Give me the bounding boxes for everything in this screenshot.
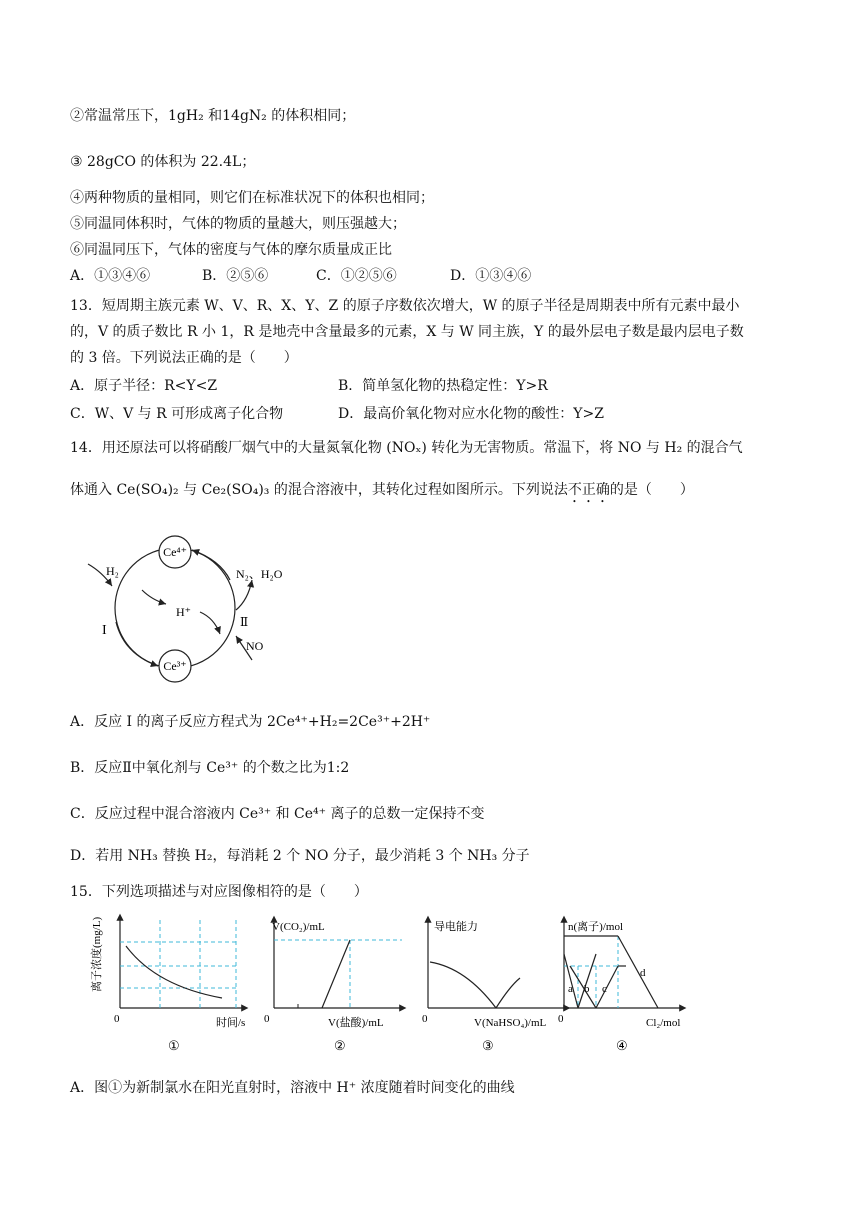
graph-3 <box>416 906 576 1056</box>
g3-curve-up <box>496 978 520 1008</box>
arrow-to-ce4 <box>192 550 230 580</box>
g2-origin: 0 <box>264 1013 270 1025</box>
statement-6: ⑥同温同压下，气体的密度与气体的摩尔质量成正比 <box>70 242 392 258</box>
q14-emphasis-not-correct: 不正确 <box>567 482 610 498</box>
g3-caption: ③ <box>482 1038 494 1053</box>
graph-2 <box>262 906 412 1056</box>
ce3-label: Ce³⁺ <box>163 659 187 673</box>
q13-option-d[interactable]: D．最高价氧化物对应水化物的酸性：Y>Z <box>338 406 604 422</box>
q12-option-c[interactable]: C．①②⑤⑥ <box>316 268 397 284</box>
g2-y-label: V(CO₂)/mL <box>272 921 325 933</box>
q12-option-d[interactable]: D．①③④⑥ <box>450 268 532 284</box>
q15-option-a[interactable]: A．图①为新制氯水在阳光直射时，溶液中 H⁺ 浓度随着时间变化的曲线 <box>70 1080 515 1096</box>
g4-line-d <box>618 936 658 1008</box>
q14-option-d[interactable]: D．若用 NH₃ 替换 H₂，每消耗 2 个 NO 分子，最少消耗 3 个 NH₃ 分子 <box>70 848 530 864</box>
q15-stem: 15．下列选项描述与对应图像相符的是（ ） <box>70 884 368 900</box>
g1-caption: ① <box>168 1038 180 1053</box>
statement-2: ②常温常压下，1gH₂ 和14gN₂ 的体积相同； <box>70 108 356 124</box>
g4-origin: 0 <box>558 1013 564 1025</box>
statement-5: ⑤同温同体积时，气体的物质的量越大，则压强越大； <box>70 216 406 232</box>
g2-grid <box>274 940 402 1008</box>
arrow-to-ce3 <box>116 622 158 666</box>
statement-3: ③ 28gCO 的体积为 22.4L； <box>70 154 256 170</box>
g4-line-a <box>564 954 578 1008</box>
q14-stem-line1: 14．用还原法可以将硝酸厂烟气中的大量氮氧化物 (NOₓ) 转化为无害物质。常温下，将 NO 与 H₂ 的混合气 <box>70 440 743 456</box>
g2-line <box>322 940 350 1008</box>
g3-x-label: V(NaHSO₄)/mL <box>474 1017 547 1029</box>
g4-label-d: d <box>640 967 646 979</box>
products-label: N₂、H₂O <box>236 567 283 581</box>
g4-grid <box>564 936 618 1008</box>
q14-option-a[interactable]: A．反应 I 的离子反应方程式为 2Ce⁴⁺+H₂=2Ce³⁺+2H⁺ <box>70 714 431 730</box>
g3-origin: 0 <box>422 1013 428 1025</box>
q13-stem-line2: 的，V 的质子数比 R 小 1，R 是地壳中含量最多的元素，X 与 W 同主族，Y 的最外层电子数是最内层电子数 <box>70 324 744 340</box>
statement-4: ④两种物质的量相同，则它们在标准状况下的体积也相同； <box>70 190 434 206</box>
reaction-1-label: I <box>102 623 107 638</box>
q13-option-a[interactable]: A．原子半径：R<Y<Z <box>70 378 218 394</box>
q13-option-c[interactable]: C．W、V 与 R 可形成离子化合物 <box>70 406 284 422</box>
g1-x-label: 时间/s <box>216 1017 246 1029</box>
q14-option-b[interactable]: B．反应Ⅱ中氧化剂与 Ce³⁺ 的个数之比为1:2 <box>70 760 350 776</box>
q13-stem-line3: 的 3 倍。下列说法正确的是（ ） <box>70 350 298 366</box>
g3-curve-down <box>430 962 496 1008</box>
g4-x-label: Cl₂/mol <box>646 1017 681 1029</box>
g2-caption: ② <box>334 1038 346 1053</box>
g4-label-c: c <box>602 983 607 995</box>
g1-curve <box>126 946 222 998</box>
graph-1 <box>86 906 256 1056</box>
arrow-products-out <box>236 580 252 610</box>
g4-caption: ④ <box>616 1038 628 1053</box>
g4-line-c <box>596 966 618 1008</box>
graph-4 <box>554 906 694 1056</box>
ce-cycle-diagram <box>80 530 340 690</box>
q12-option-a[interactable]: A．①③④⑥ <box>70 268 151 284</box>
q14-stem-line2-pre: 体通入 Ce(SO₄)₂ 与 Ce₂(SO₄)₃ 的混合溶液中，其转化过程如图所示。下列说法 <box>70 482 568 498</box>
q13-option-b[interactable]: B．简单氢化物的热稳定性：Y>R <box>338 378 548 394</box>
g4-y-label: n(离子)/mol <box>568 921 623 933</box>
q14-stem-line2 <box>70 480 694 506</box>
no-label: NO <box>246 639 264 653</box>
g4-line-b-down <box>570 966 596 1008</box>
g4-label-b: b <box>584 983 590 995</box>
g3-y-label: 导电能力 <box>434 921 478 933</box>
q14-option-c[interactable]: C．反应过程中混合溶液内 Ce³⁺ 和 Ce⁴⁺ 离子的总数一定保持不变 <box>70 806 485 822</box>
q14-stem-line2-post: 的是（ ） <box>609 482 694 498</box>
q13-stem-line1: 13．短周期主族元素 W、V、R、X、Y、Z 的原子序数依次增大，W 的原子半径是周期表中所有元素中最小 <box>70 298 740 314</box>
reaction-2-label: Ⅱ <box>240 615 249 629</box>
arrow-inner-h2 <box>142 590 166 604</box>
g1-grid <box>120 920 238 1008</box>
h2-label: H₂ <box>106 564 119 578</box>
q12-option-b[interactable]: B．②⑤⑥ <box>202 268 269 284</box>
g1-y-label: 离子浓度(mg/L) <box>91 916 103 992</box>
g4-line-b-up <box>578 954 596 1008</box>
g4-label-a: a <box>568 983 573 995</box>
g1-origin: 0 <box>114 1013 120 1025</box>
g2-x-label: V(盐酸)/mL <box>328 1017 384 1029</box>
arrow-inner-hplus <box>200 612 220 634</box>
ce4-label: Ce⁴⁺ <box>163 545 187 559</box>
hplus-label: H⁺ <box>176 605 191 619</box>
